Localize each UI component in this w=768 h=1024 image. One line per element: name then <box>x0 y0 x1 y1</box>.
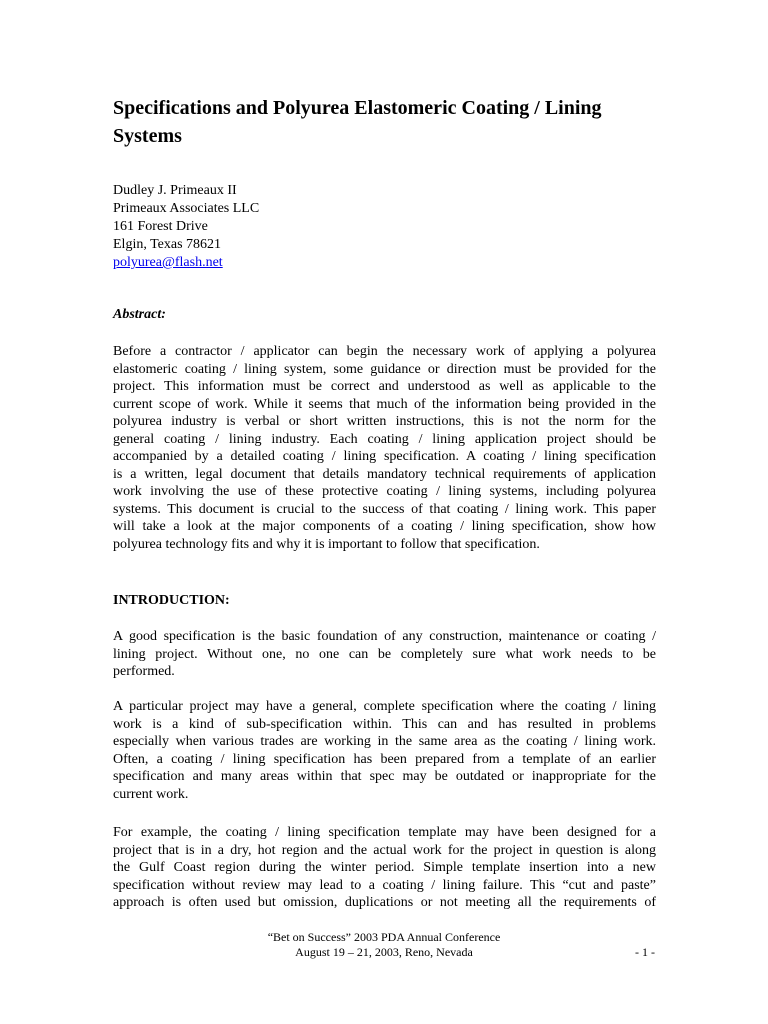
introduction-heading: INTRODUCTION: <box>113 593 230 608</box>
abstract-line: polyurea technology fits and why it is important to follow that specification. <box>113 536 540 552</box>
abstract-line: work involving the use of these protective coating / lining systems, including polyurea <box>113 484 656 499</box>
paragraph-line: project that is in a dry, hot region and the actual work for the project in question is along <box>113 842 656 858</box>
author-email-link[interactable]: polyurea@flash.net <box>113 255 223 270</box>
footer-conference-name: “Bet on Success” 2003 PDA Annual Conference <box>267 930 501 944</box>
intro-paragraph-3 <box>113 824 656 912</box>
author-name: Dudley J. Primeaux II <box>113 183 237 198</box>
paragraph-line: current work. <box>113 786 189 802</box>
intro-paragraph-1 <box>113 628 656 681</box>
paragraph-line: A good specification is the basic foundation of any construction, maintenance or coating / <box>113 629 656 644</box>
abstract-line: general coating / lining industry. Each coating / lining application project should be <box>113 431 656 447</box>
abstract-line: will take a look at the major components of a coating / lining specification, show how <box>113 519 656 534</box>
abstract-line: is a written, legal document that details mandatory technical requirements of application <box>113 466 656 482</box>
footer-conference-dates: August 19 – 21, 2003, Reno, Nevada <box>295 945 473 959</box>
paragraph-line: For example, the coating / lining specification template may have been designed for a <box>113 825 656 840</box>
author-company: Primeaux Associates LLC <box>113 201 260 216</box>
paragraph-line: the Gulf Coast region during the winter period. Simple template insertion into a new <box>113 860 656 875</box>
page-number: - 1 - <box>635 945 655 959</box>
intro-paragraph-2 <box>113 698 656 803</box>
paragraph-line: lining project. Without one, no one can be completely sure what work needs to be <box>113 646 656 662</box>
author-street: 161 Forest Drive <box>113 219 208 234</box>
abstract-line: accompanied by a detailed coating / lining specification. A coating / lining specification <box>113 449 656 464</box>
abstract-line: systems. This document is crucial to the success of that coating / lining work. This paper <box>113 501 656 517</box>
paragraph-line: performed. <box>113 664 175 679</box>
paragraph-line: specification without review may lead to a coating / lining failure. This “cut and paste” <box>113 877 656 893</box>
author-block <box>113 182 259 272</box>
paragraph-line: work is a kind of sub-specification within. This can and has resulted in problems <box>113 716 656 732</box>
abstract-label: Abstract: <box>113 307 166 322</box>
paragraph-line: Often, a coating / lining specification has been prepared from a template of an earlier <box>113 751 656 767</box>
paragraph-line: specification and many areas within that spec may be outdated or inappropriate for the <box>113 769 656 784</box>
abstract-line: project. This information must be correct and understood as well as applicable to the <box>113 379 656 394</box>
paper-title: Specifications and Polyurea Elastomeric Coating / Lining Systems <box>113 97 602 147</box>
paragraph-line: especially when various trades are working in the same area as the coating / lining work. <box>113 734 656 749</box>
paragraph-line: approach is often used but omission, duplications or not meeting all the requirements of <box>113 895 656 910</box>
author-city: Elgin, Texas 78621 <box>113 237 222 252</box>
abstract-line: current scope of work. While it seems that much of the information being provided in the <box>113 396 656 412</box>
abstract-line: elastomeric coating / lining system, some guidance or direction must be provided for the <box>113 361 656 377</box>
abstract-line: Before a contractor / applicator can begin the necessary work of applying a polyurea <box>113 344 656 359</box>
abstract-line: polyurea industry is verbal or short written instructions, this is not the norm for the <box>113 414 656 429</box>
abstract-paragraph <box>113 343 656 553</box>
paragraph-line: A particular project may have a general, complete specification where the coating / lining <box>113 699 656 714</box>
